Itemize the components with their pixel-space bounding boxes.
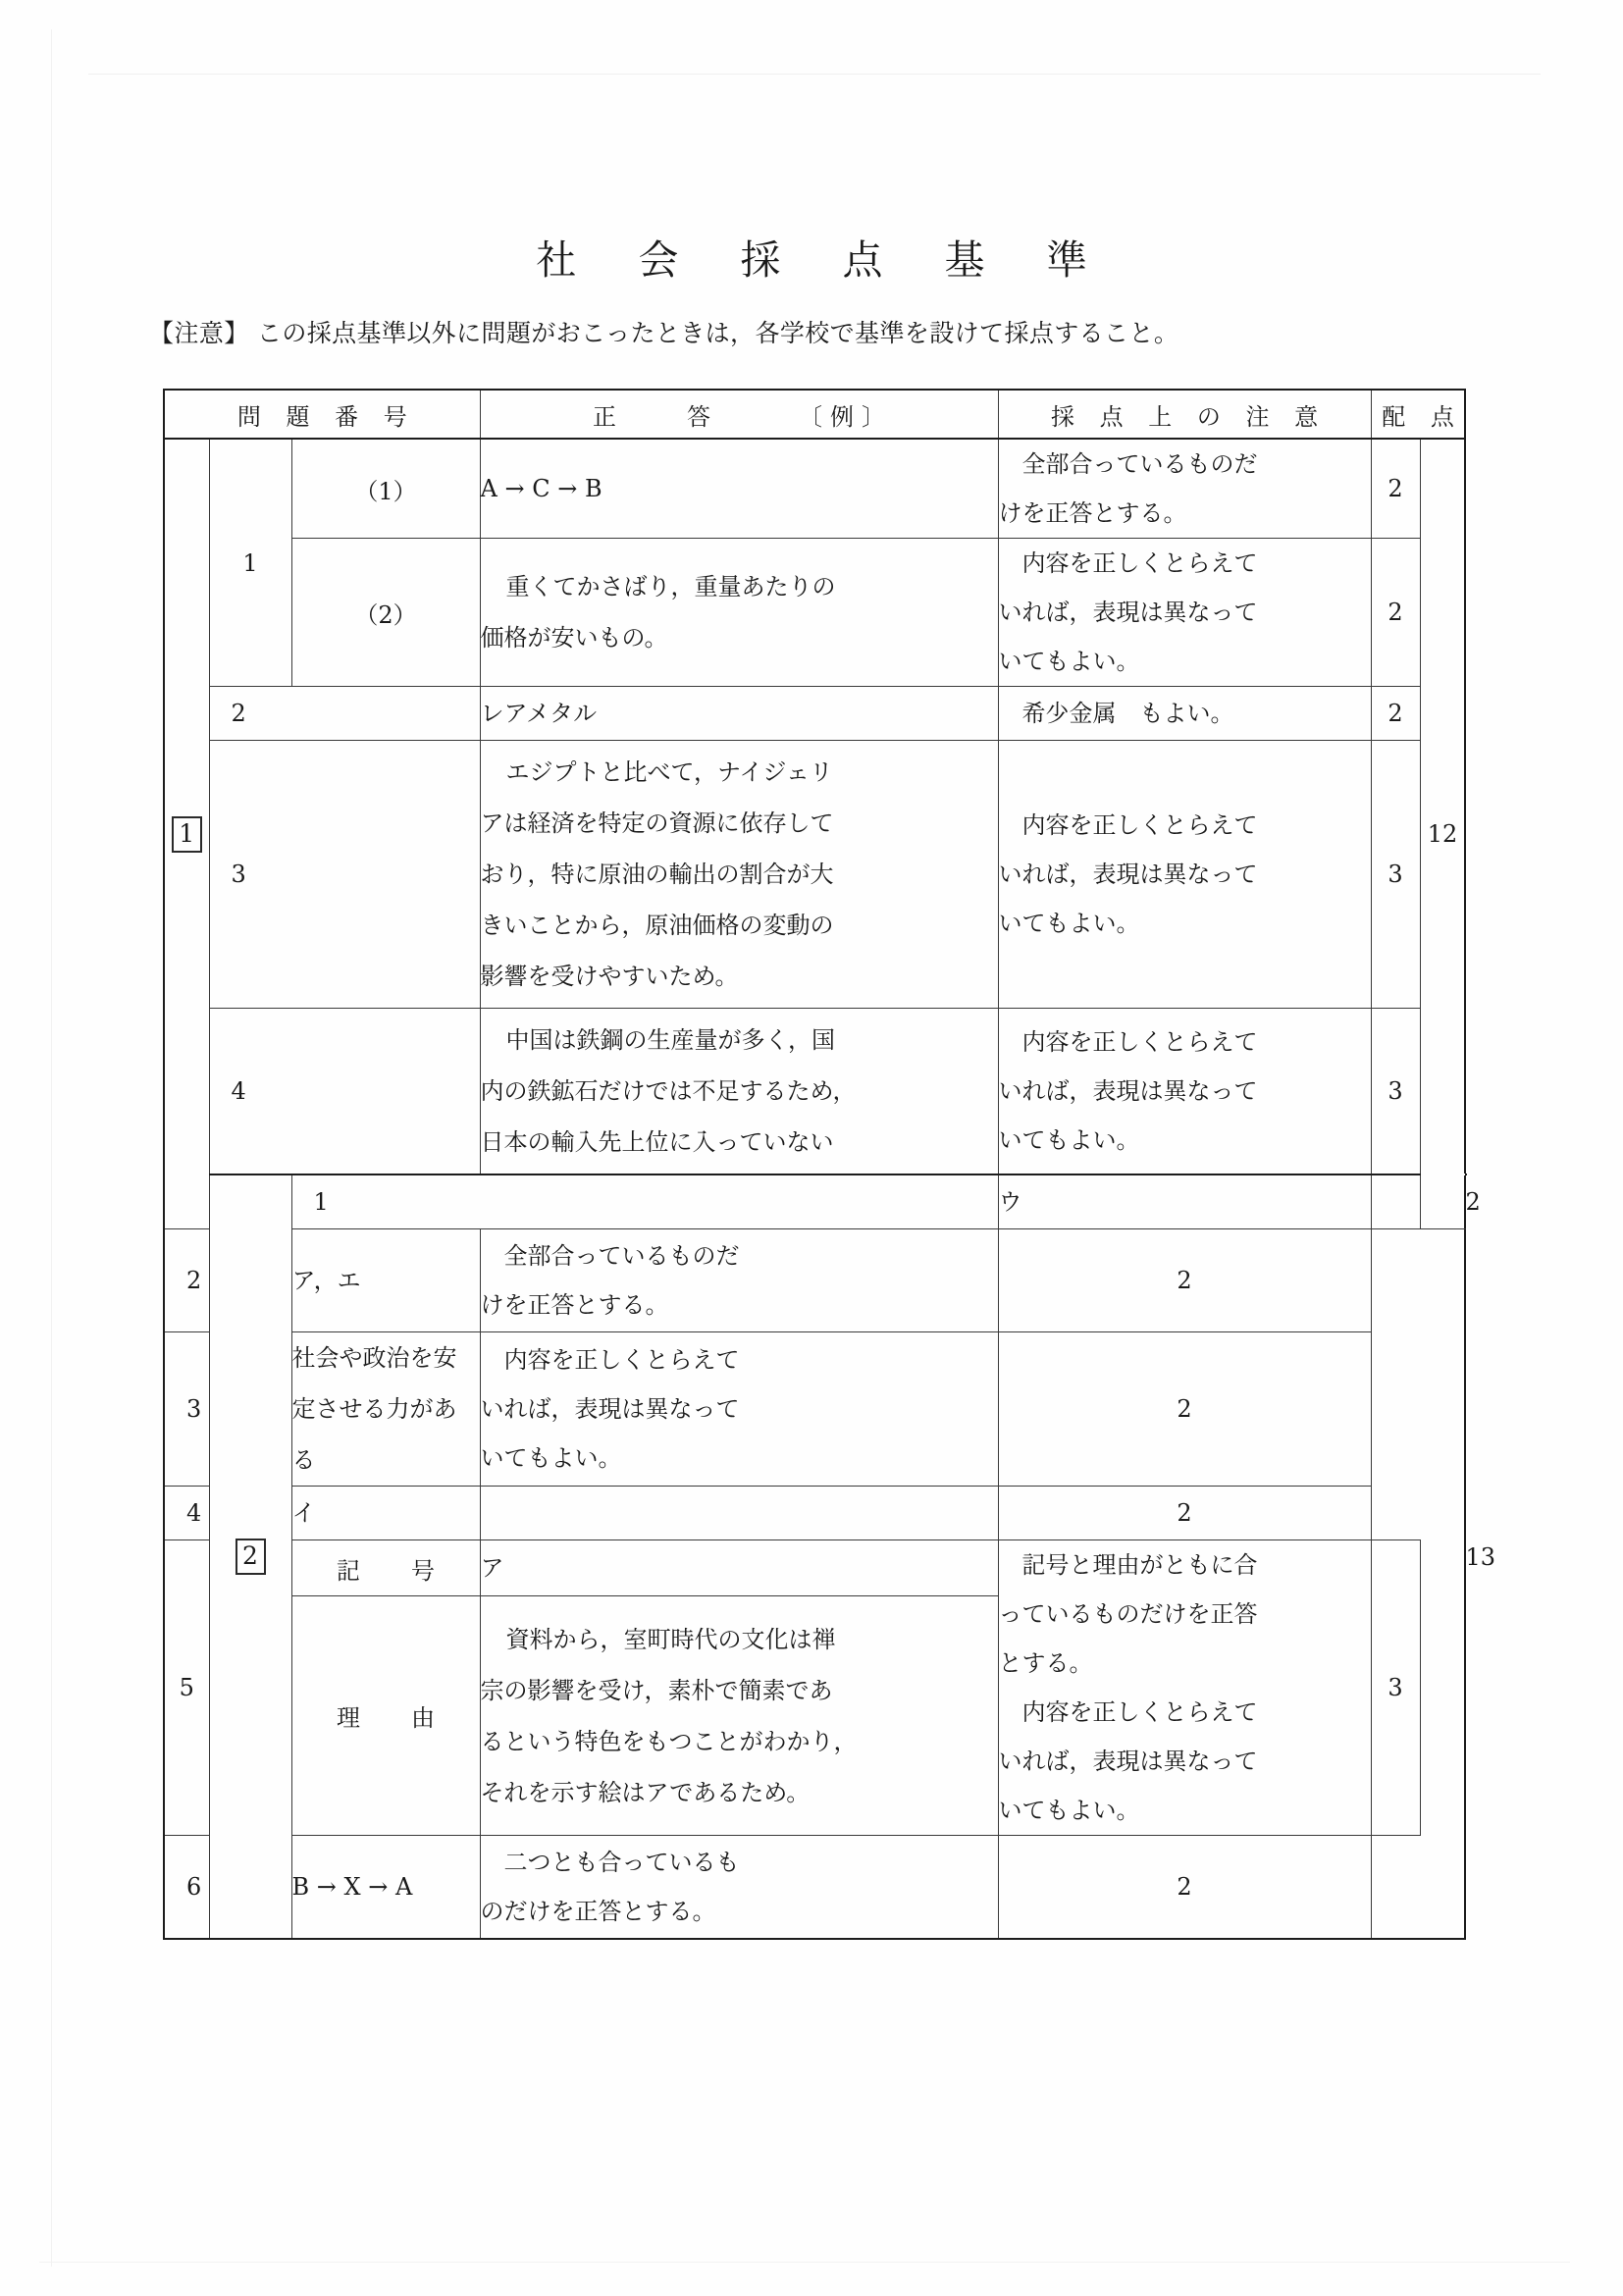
remark-cell [480,1332,998,1487]
answer-line: ウ [998,1188,1022,1216]
header-points: 配 点 [1371,390,1465,439]
remark-line: いれば，表現は異なって [998,1748,1258,1775]
remark-line: いてもよい。 [998,910,1140,937]
sub-question-cell: 記 号 [291,1540,480,1596]
points-cell: 3 [1371,1009,1420,1175]
section-number-badge: 2 [236,1539,266,1575]
question-number-cell: 5 [164,1540,209,1836]
question-number-cell: 3 [164,1332,291,1487]
points-cell: 2 [1371,687,1420,741]
remark-cell [998,1540,1371,1836]
answer-line: 日本の輸入先上位に入っていない [480,1128,834,1156]
table-row [164,1540,1465,1596]
remark-line: いてもよい。 [998,1797,1140,1824]
scan-artifact-top [88,74,1541,75]
table-row [164,439,1465,539]
points-cell: 2 [998,1836,1371,1940]
table-row [164,539,1465,687]
section-total-cell: 12 [1420,439,1465,1229]
answer-line: 資料から，室町時代の文化は禅 [505,1625,836,1653]
answer-line: 中国は鉄鋼の生産量が多く，国 [505,1026,836,1054]
remark-line: いれば，表現は異なって [998,861,1258,888]
section-number-badge: 1 [172,816,202,853]
answer-cell [480,1009,998,1175]
header-correct-answer-main: 正 答 [593,402,719,431]
remark-line: けを正答とする。 [998,499,1187,527]
answer-line: 社会や政治を安定させる力がある [291,1344,457,1474]
table-header-row [164,390,1465,439]
answer-cell [291,1229,480,1332]
scan-artifact-edge [51,29,52,2267]
scan-artifact-bottom [39,2262,1570,2263]
points-cell: 2 [998,1487,1371,1540]
answer-cell [480,1540,998,1596]
remark-line: 希少金属 もよい。 [1021,700,1234,727]
question-number-cell: 2 [209,687,480,741]
remark-line: 全部合っているものだ [1021,450,1258,478]
points-cell: 2 [998,1332,1371,1487]
answer-line: るという特色をもつことがわかり， [480,1727,858,1755]
table-body [164,439,1496,1939]
table-row [164,741,1465,1009]
sub-question-cell: （2） [291,539,480,687]
remark-line: いてもよい。 [998,648,1140,675]
answer-line: 価格が安いもの。 [480,624,668,652]
answer-line: きいことから，原油価格の変動の [480,912,834,939]
sub-question-cell: 理 由 [291,1596,480,1836]
attention-note: 【注意】 この採点基準以外に問題がおこったときは，各学校で基準を設けて採点すること。 [149,319,1179,347]
answer-line: エジプトと比べて，ナイジェリ [505,758,833,786]
table-row [164,687,1465,741]
header-correct-answer [480,390,998,439]
answer-cell [291,1487,480,1540]
answer-line: ア，エ [291,1267,361,1294]
page-title: 社 会 採 点 基 準 [536,236,1112,284]
remark-cell [998,687,1371,741]
answer-cell [291,1332,480,1487]
remark-line: 記号と理由がともに合 [1021,1551,1258,1579]
remark-line: 二つとも合っているも [503,1849,740,1876]
question-number-cell: 3 [209,741,480,1009]
answer-cell [291,1836,480,1940]
remark-line: のだけを正答とする。 [480,1898,716,1925]
remark-cell [998,439,1371,539]
table-row: 2 1 ウ 2 13 [164,1174,1465,1229]
question-number-cell: 2 [164,1229,291,1332]
table-row [164,1009,1465,1175]
remark-line: 内容を正しくとらえて [1021,1028,1258,1056]
question-number-cell: 1 [291,1174,998,1229]
section-number-cell [164,439,209,1229]
remark-line: っているものだけを正答 [998,1600,1258,1628]
answer-cell [480,1596,998,1836]
remark-line: いれば，表現は異なって [480,1395,740,1423]
answer-cell [480,741,998,1009]
remark-line: とする。 [998,1649,1093,1677]
points-cell: 2 [1371,439,1420,539]
remark-line: いれば，表現は異なって [998,1077,1258,1105]
remark-cell [998,1009,1371,1175]
header-question-number: 問 題 番 号 [164,390,480,439]
table-row [164,1487,1465,1540]
table-row [164,1332,1465,1487]
answer-cell [480,439,998,539]
points-cell: 3 [1371,1540,1420,1836]
remark-cell [998,539,1371,687]
remark-line: 内容を正しくとらえて [1021,549,1258,577]
question-number-cell: 4 [209,1009,480,1175]
question-number-cell: 1 [209,439,291,687]
answer-cell [480,539,998,687]
answer-line: おり，特に原油の輸出の割合が大 [480,861,834,888]
remark-cell [480,1487,998,1540]
points-cell: 2 [1371,539,1420,687]
answer-line: アは経済を特定の資源に依存して [480,809,834,837]
sub-question-cell: （1） [291,439,480,539]
remark-cell [480,1836,998,1940]
answer-cell [480,687,998,741]
remark-line: いてもよい。 [998,1126,1140,1154]
question-number-cell: 4 [164,1487,291,1540]
remark-line: いてもよい。 [480,1444,622,1472]
answer-line: 影響を受けやすいため。 [480,963,739,990]
points-cell: 2 [998,1229,1371,1332]
answer-line: レアメタル [480,700,598,727]
answer-cell [998,1174,1371,1229]
question-number-cell: 6 [164,1836,291,1940]
remark-cell [998,741,1371,1009]
remark-line: 内容を正しくとらえて [1021,1698,1258,1726]
remark-line: 全部合っているものだ [503,1242,740,1270]
answer-line: B → X → A [291,1873,413,1901]
remark-cell [1371,1174,1420,1229]
answer-line: イ [291,1499,316,1527]
remark-line: 内容を正しくとらえて [1021,811,1258,839]
header-correct-answer-example: 〔例〕 [799,402,894,431]
answer-line: 重くてかさばり，重量あたりの [505,573,836,600]
answer-line: ア [480,1554,504,1583]
table-row [164,1836,1465,1940]
answer-line: 内の鉄鉱石だけでは不足するため， [480,1077,857,1105]
points-cell: 3 [1371,741,1420,1009]
remark-line: いれば，表現は異なって [998,599,1258,626]
answer-line: 宗の影響を受け，素朴で簡素であ [480,1676,833,1704]
remark-line: けを正答とする。 [480,1291,669,1319]
answer-line: それを示す絵はアであるため。 [480,1778,811,1806]
remark-line: 内容を正しくとらえて [503,1346,740,1374]
remark-cell [480,1229,998,1332]
scoring-criteria-table [163,389,1496,1940]
header-scoring-notes: 採 点 上 の 注 意 [998,390,1371,439]
table-row [164,1229,1465,1332]
answer-line: A → C → B [480,475,602,502]
